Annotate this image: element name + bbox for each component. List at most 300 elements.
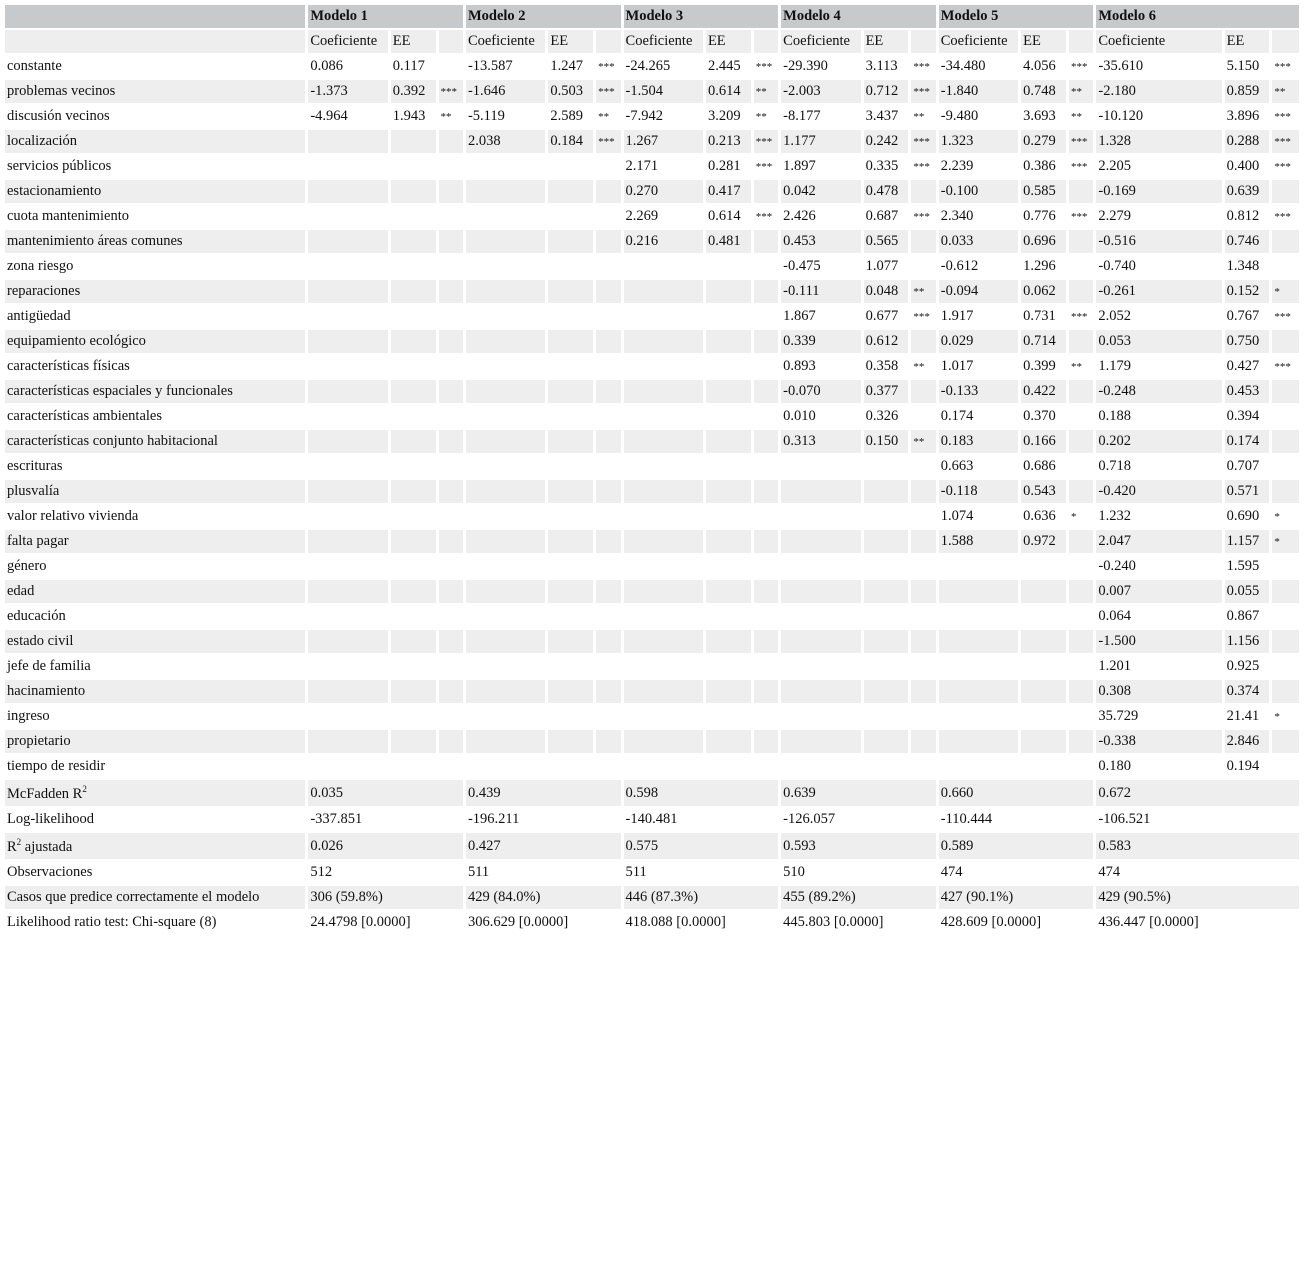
ee-cell: 0.687 bbox=[865, 208, 899, 224]
ee-cell: 5.150 bbox=[1226, 58, 1260, 74]
ee-cell: 0.750 bbox=[1225, 330, 1270, 353]
ee-cell: 0.394 bbox=[1226, 408, 1260, 424]
sig-cell: *** bbox=[1070, 60, 1088, 73]
coef-cell bbox=[466, 230, 545, 253]
sig-header bbox=[754, 30, 778, 53]
sig-cell bbox=[1069, 480, 1093, 503]
ee-cell bbox=[864, 755, 909, 778]
table-row bbox=[5, 305, 1299, 328]
ee-cell bbox=[548, 730, 593, 753]
sig-cell bbox=[754, 630, 778, 653]
coef-cell: 0.663 bbox=[940, 458, 974, 474]
model-header: Modelo 4 bbox=[781, 5, 936, 28]
coef-cell bbox=[466, 330, 545, 353]
sig-cell: *** bbox=[911, 130, 935, 153]
ee-cell: 0.166 bbox=[1021, 430, 1066, 453]
coef-cell: 0.064 bbox=[1098, 608, 1131, 624]
stat-label bbox=[5, 833, 305, 859]
stat-label-text: Likelihood ratio test: Chi-square (8) bbox=[7, 914, 217, 930]
coef-cell bbox=[624, 255, 703, 278]
sig-cell bbox=[1272, 380, 1299, 403]
coef-cell bbox=[308, 680, 387, 703]
coef-cell: -1.646 bbox=[466, 80, 545, 103]
coef-cell bbox=[308, 505, 387, 528]
sig-cell bbox=[1069, 630, 1093, 653]
coef-cell: -0.070 bbox=[781, 380, 860, 403]
sig-cell: *** bbox=[598, 60, 615, 73]
sig-cell bbox=[596, 380, 620, 403]
ee-cell bbox=[391, 430, 436, 453]
ee-cell: 0.481 bbox=[706, 230, 751, 253]
ee-cell bbox=[864, 455, 909, 478]
coef-cell bbox=[939, 755, 1018, 778]
coef-cell bbox=[781, 480, 860, 503]
sig-cell bbox=[596, 530, 620, 553]
ee-cell: 0.543 bbox=[1021, 480, 1066, 503]
ee-cell bbox=[391, 730, 436, 753]
column-subheader-row bbox=[5, 30, 1299, 53]
coef-cell bbox=[939, 580, 1018, 603]
coef-cell: -0.240 bbox=[1098, 558, 1136, 574]
coef-cell: 1.074 bbox=[940, 508, 974, 524]
ee-cell: 0.677 bbox=[865, 308, 899, 324]
coef-cell: 2.171 bbox=[625, 158, 659, 174]
regression-results-table bbox=[2, 3, 1302, 936]
sig-cell bbox=[596, 580, 620, 603]
stat-label-text: McFadden R bbox=[7, 785, 83, 802]
sig-cell: ** bbox=[1070, 110, 1082, 123]
variable-label: escrituras bbox=[7, 458, 63, 474]
ee-cell bbox=[1021, 555, 1066, 578]
sig-cell bbox=[439, 455, 463, 478]
ee-cell: 1.595 bbox=[1226, 558, 1260, 574]
sig-cell: * bbox=[1272, 530, 1299, 553]
coef-cell bbox=[466, 380, 545, 403]
sig-cell bbox=[596, 430, 620, 453]
ee-cell: 0.503 bbox=[548, 80, 593, 103]
coef-header: Coeficiente bbox=[624, 30, 703, 53]
ee-cell bbox=[706, 705, 751, 728]
sig-cell bbox=[596, 180, 620, 203]
ee-cell: 0.399 bbox=[1023, 358, 1056, 374]
ee-cell: 0.392 bbox=[391, 80, 436, 103]
ee-cell: 0.152 bbox=[1225, 280, 1270, 303]
coef-cell bbox=[624, 655, 703, 678]
table-row bbox=[5, 430, 1299, 453]
stat-value: -196.211 bbox=[467, 811, 520, 827]
ee-cell bbox=[706, 505, 751, 528]
sig-cell bbox=[596, 230, 620, 253]
sig-cell bbox=[754, 730, 778, 753]
coef-cell: 1.017 bbox=[940, 358, 974, 374]
sig-cell: *** bbox=[1070, 310, 1088, 323]
stat-label-text: R bbox=[7, 838, 17, 855]
coef-cell: 1.177 bbox=[781, 130, 860, 153]
coef-cell bbox=[781, 680, 860, 703]
sig-cell: ** bbox=[1272, 80, 1299, 103]
ee-header: EE bbox=[864, 30, 909, 53]
sig-cell bbox=[1272, 430, 1299, 453]
ee-cell bbox=[548, 355, 593, 378]
stat-value: 474 bbox=[940, 864, 963, 880]
corner-cell bbox=[5, 5, 305, 28]
ee-cell: 3.113 bbox=[865, 58, 898, 74]
variable-label: mantenimiento áreas comunes bbox=[5, 230, 305, 253]
sig-cell bbox=[439, 230, 463, 253]
sig-cell bbox=[911, 455, 935, 478]
sig-cell bbox=[754, 180, 778, 203]
coef-cell: -5.119 bbox=[467, 108, 505, 124]
table-row bbox=[5, 480, 1299, 503]
coef-cell: -0.612 bbox=[940, 258, 979, 274]
coef-cell bbox=[308, 430, 387, 453]
ee-cell bbox=[391, 155, 436, 178]
ee-header: EE bbox=[548, 30, 593, 53]
model-header-row bbox=[5, 5, 1299, 28]
ee-cell: 0.565 bbox=[864, 230, 909, 253]
ee-cell: 0.571 bbox=[1225, 480, 1270, 503]
ee-cell bbox=[548, 205, 593, 228]
coef-cell: -0.261 bbox=[1096, 280, 1221, 303]
coef-cell bbox=[624, 380, 703, 403]
coef-cell: 0.339 bbox=[781, 330, 860, 353]
sig-cell bbox=[754, 355, 778, 378]
table-row bbox=[5, 80, 1299, 103]
ee-cell bbox=[548, 405, 593, 428]
sig-cell bbox=[1272, 680, 1299, 703]
stat-value: 510 bbox=[783, 864, 805, 880]
sig-cell bbox=[911, 605, 935, 628]
stat-value: 0.575 bbox=[624, 833, 779, 859]
sig-cell: * bbox=[1274, 710, 1280, 723]
coef-cell: 1.232 bbox=[1098, 508, 1131, 524]
coef-cell: 1.323 bbox=[939, 130, 1018, 153]
model-header: Modelo 1 bbox=[308, 5, 463, 28]
sig-cell bbox=[754, 455, 778, 478]
sig-cell: ** bbox=[913, 110, 925, 123]
sig-cell: *** bbox=[911, 80, 935, 103]
ee-cell bbox=[706, 580, 751, 603]
ee-cell: 0.612 bbox=[864, 330, 909, 353]
ee-cell bbox=[706, 430, 751, 453]
ee-cell bbox=[391, 355, 436, 378]
sig-cell bbox=[439, 580, 463, 603]
sig-cell bbox=[1069, 230, 1093, 253]
sig-cell bbox=[1272, 755, 1299, 778]
stat-row bbox=[5, 886, 1299, 909]
sig-cell bbox=[911, 555, 935, 578]
coef-cell: 2.047 bbox=[1096, 530, 1221, 553]
ee-cell: 0.614 bbox=[706, 80, 751, 103]
sig-cell bbox=[911, 380, 935, 403]
coef-cell: 35.729 bbox=[1098, 708, 1139, 724]
ee-cell bbox=[1021, 705, 1066, 728]
coef-cell bbox=[939, 655, 1018, 678]
stat-row bbox=[5, 861, 1299, 884]
coef-cell: 0.086 bbox=[310, 58, 343, 74]
coef-cell bbox=[466, 705, 545, 728]
ee-cell bbox=[391, 630, 436, 653]
sig-header bbox=[439, 30, 463, 53]
sig-cell bbox=[596, 155, 620, 178]
coef-cell: -1.840 bbox=[939, 80, 1018, 103]
sig-cell bbox=[911, 655, 935, 678]
coef-cell: 0.180 bbox=[1098, 758, 1131, 774]
ee-cell bbox=[391, 680, 436, 703]
stat-value: 436.447 [0.0000] bbox=[1098, 914, 1199, 930]
sig-cell bbox=[1272, 605, 1299, 628]
table-row bbox=[5, 655, 1299, 678]
sig-header bbox=[596, 30, 620, 53]
ee-cell bbox=[864, 655, 909, 678]
coef-cell: 2.269 bbox=[625, 208, 659, 224]
variable-label: constante bbox=[7, 58, 62, 74]
sig-cell bbox=[911, 630, 935, 653]
coef-cell: -0.169 bbox=[1096, 180, 1221, 203]
ee-cell bbox=[706, 355, 751, 378]
sig-cell bbox=[596, 405, 620, 428]
sig-cell: ** bbox=[913, 360, 925, 373]
ee-cell: 1.943 bbox=[392, 108, 426, 124]
sig-cell bbox=[754, 655, 778, 678]
stat-value: 0.026 bbox=[308, 833, 463, 859]
coef-header: Coeficiente bbox=[781, 30, 860, 53]
stat-value: 455 (89.2%) bbox=[781, 886, 936, 909]
ee-cell: 1.348 bbox=[1226, 258, 1260, 274]
sig-cell bbox=[1069, 380, 1093, 403]
coef-cell bbox=[624, 530, 703, 553]
sig-cell bbox=[439, 605, 463, 628]
ee-cell: 1.077 bbox=[865, 258, 899, 274]
ee-cell: 0.062 bbox=[1021, 280, 1066, 303]
coef-cell: 0.453 bbox=[781, 230, 860, 253]
sig-cell bbox=[1272, 555, 1299, 578]
stat-label bbox=[5, 808, 305, 831]
ee-cell bbox=[706, 730, 751, 753]
sig-cell bbox=[911, 405, 935, 428]
coef-cell: -0.111 bbox=[781, 280, 860, 303]
coef-cell: 0.007 bbox=[1096, 580, 1221, 603]
coef-cell bbox=[308, 755, 387, 778]
coef-cell: 2.038 bbox=[466, 130, 545, 153]
coef-cell: -0.094 bbox=[939, 280, 1018, 303]
ee-cell: 0.731 bbox=[1023, 308, 1056, 324]
sig-cell: * bbox=[1272, 280, 1299, 303]
ee-cell bbox=[1021, 655, 1066, 678]
ee-cell bbox=[548, 630, 593, 653]
ee-cell bbox=[548, 330, 593, 353]
sig-cell bbox=[754, 680, 778, 703]
stat-value: 0.660 bbox=[939, 780, 1094, 806]
sig-cell bbox=[754, 255, 778, 278]
coef-cell bbox=[308, 230, 387, 253]
model-header: Modelo 6 bbox=[1096, 5, 1299, 28]
ee-cell: 0.213 bbox=[706, 130, 751, 153]
sig-cell bbox=[596, 705, 620, 728]
coef-cell: 2.052 bbox=[1098, 308, 1131, 324]
coef-cell: -2.180 bbox=[1096, 80, 1221, 103]
coef-cell bbox=[624, 630, 703, 653]
stat-row bbox=[5, 911, 1299, 934]
sig-cell: ** bbox=[754, 80, 778, 103]
coef-cell bbox=[466, 755, 545, 778]
sig-cell bbox=[1272, 330, 1299, 353]
ee-header: EE bbox=[706, 30, 751, 53]
coef-cell: 1.588 bbox=[939, 530, 1018, 553]
ee-cell bbox=[864, 630, 909, 653]
stat-row bbox=[5, 780, 1299, 806]
coef-cell bbox=[466, 255, 545, 278]
coef-cell: 0.029 bbox=[939, 330, 1018, 353]
coef-cell: -1.504 bbox=[624, 80, 703, 103]
variable-label: características conjunto habitacional bbox=[5, 430, 305, 453]
coef-cell: -0.740 bbox=[1098, 258, 1136, 274]
coef-cell: 0.188 bbox=[1098, 408, 1131, 424]
stat-value: 0.583 bbox=[1096, 833, 1299, 859]
ee-cell: 1.156 bbox=[1225, 630, 1270, 653]
ee-header: EE bbox=[1021, 30, 1066, 53]
coef-cell bbox=[466, 430, 545, 453]
table-row bbox=[5, 630, 1299, 653]
ee-cell: 0.184 bbox=[548, 130, 593, 153]
coef-cell bbox=[939, 605, 1018, 628]
coef-cell: 0.174 bbox=[940, 408, 974, 424]
ee-cell bbox=[706, 605, 751, 628]
table-row bbox=[5, 605, 1299, 628]
sig-cell: *** bbox=[1274, 160, 1291, 173]
sig-cell bbox=[439, 155, 463, 178]
ee-cell: 2.846 bbox=[1225, 730, 1270, 753]
ee-cell bbox=[548, 180, 593, 203]
coef-cell: -4.964 bbox=[310, 108, 348, 124]
sig-cell bbox=[1272, 580, 1299, 603]
sig-cell bbox=[596, 255, 620, 278]
coef-cell: -8.177 bbox=[783, 108, 821, 124]
sig-cell bbox=[1069, 405, 1093, 428]
ee-cell: 0.746 bbox=[1225, 230, 1270, 253]
sig-cell bbox=[911, 330, 935, 353]
sig-cell bbox=[754, 330, 778, 353]
stat-label-text: Observaciones bbox=[7, 864, 93, 880]
sig-cell: *** bbox=[913, 160, 930, 173]
variable-label: género bbox=[7, 558, 47, 574]
stat-value: 429 (90.5%) bbox=[1096, 886, 1299, 909]
stat-value: 418.088 [0.0000] bbox=[625, 914, 726, 930]
sig-cell bbox=[754, 280, 778, 303]
coef-cell bbox=[466, 405, 545, 428]
coef-cell bbox=[781, 505, 860, 528]
coef-cell bbox=[466, 655, 545, 678]
sig-header bbox=[911, 30, 935, 53]
coef-cell bbox=[308, 530, 387, 553]
coef-cell: 0.202 bbox=[1096, 430, 1221, 453]
ee-cell bbox=[864, 505, 909, 528]
ee-cell: 0.925 bbox=[1226, 658, 1260, 674]
ee-cell: 0.767 bbox=[1226, 308, 1260, 324]
stat-row bbox=[5, 833, 1299, 859]
sig-cell bbox=[596, 480, 620, 503]
ee-cell bbox=[548, 480, 593, 503]
coef-cell bbox=[781, 605, 860, 628]
coef-cell bbox=[308, 180, 387, 203]
ee-cell bbox=[1021, 605, 1066, 628]
table-row bbox=[5, 405, 1299, 428]
ee-cell bbox=[706, 680, 751, 703]
ee-cell bbox=[548, 530, 593, 553]
ee-cell bbox=[391, 755, 436, 778]
sig-cell: *** bbox=[1070, 210, 1088, 223]
coef-header: Coeficiente bbox=[308, 30, 387, 53]
sig-cell bbox=[754, 755, 778, 778]
sig-cell bbox=[1069, 555, 1093, 578]
ee-cell bbox=[391, 255, 436, 278]
ee-cell bbox=[706, 555, 751, 578]
ee-cell bbox=[391, 555, 436, 578]
sig-cell bbox=[1272, 630, 1299, 653]
sig-cell bbox=[1272, 480, 1299, 503]
coef-header: Coeficiente bbox=[1096, 30, 1221, 53]
sig-cell bbox=[911, 580, 935, 603]
stat-value: 512 bbox=[310, 864, 333, 880]
coef-cell bbox=[624, 755, 703, 778]
ee-cell bbox=[391, 480, 436, 503]
sig-cell bbox=[596, 655, 620, 678]
sig-cell bbox=[1069, 430, 1093, 453]
table-row bbox=[5, 705, 1299, 728]
coef-cell bbox=[781, 655, 860, 678]
ee-cell bbox=[391, 605, 436, 628]
coef-cell bbox=[781, 630, 860, 653]
variable-label: características ambientales bbox=[7, 408, 162, 424]
ee-cell: 0.400 bbox=[1226, 158, 1260, 174]
sig-cell bbox=[1069, 655, 1093, 678]
ee-cell: 0.714 bbox=[1021, 330, 1066, 353]
sig-cell bbox=[439, 380, 463, 403]
variable-label: características espaciales y funcionales bbox=[5, 380, 305, 403]
table-row bbox=[5, 230, 1299, 253]
coef-cell: -10.120 bbox=[1098, 108, 1144, 124]
ee-cell bbox=[391, 205, 436, 228]
ee-cell: 0.279 bbox=[1021, 130, 1066, 153]
sig-cell bbox=[1272, 255, 1299, 278]
coef-cell bbox=[624, 580, 703, 603]
coef-cell bbox=[308, 630, 387, 653]
table-row bbox=[5, 455, 1299, 478]
stat-value: -110.444 bbox=[940, 811, 993, 827]
coef-cell bbox=[781, 730, 860, 753]
sig-header bbox=[1272, 30, 1299, 53]
sig-cell: *** bbox=[755, 210, 773, 223]
coef-cell: 2.205 bbox=[1098, 158, 1131, 174]
ee-cell bbox=[706, 630, 751, 653]
ee-cell bbox=[391, 455, 436, 478]
coef-cell bbox=[781, 580, 860, 603]
coef-cell bbox=[308, 155, 387, 178]
variable-label: propietario bbox=[5, 730, 305, 753]
coef-cell bbox=[781, 755, 860, 778]
sig-cell bbox=[1069, 330, 1093, 353]
ee-cell: 0.150 bbox=[864, 430, 909, 453]
ee-cell bbox=[548, 555, 593, 578]
coef-cell: 0.183 bbox=[939, 430, 1018, 453]
sig-cell bbox=[596, 605, 620, 628]
coef-cell bbox=[308, 205, 387, 228]
stat-value: -126.057 bbox=[783, 811, 836, 827]
sig-cell bbox=[754, 230, 778, 253]
coef-cell bbox=[466, 630, 545, 653]
coef-cell: -0.133 bbox=[939, 380, 1018, 403]
coef-cell: -0.100 bbox=[939, 180, 1018, 203]
